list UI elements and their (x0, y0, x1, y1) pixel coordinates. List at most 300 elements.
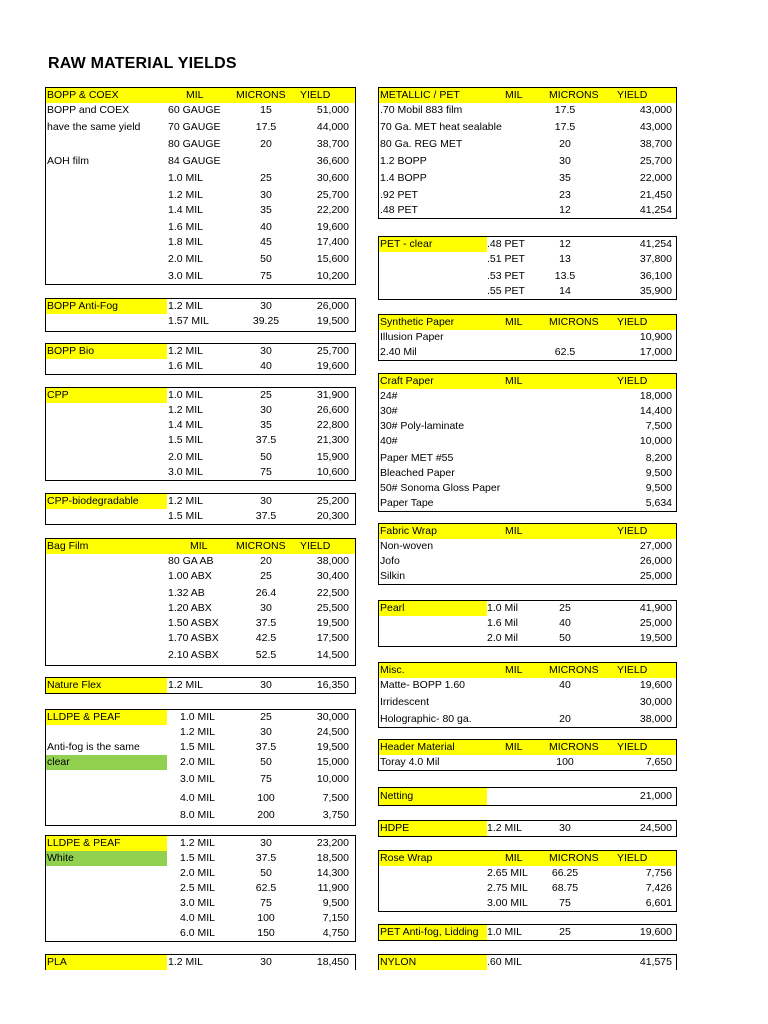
row-label: PET - clear (380, 238, 433, 250)
mil-cell: 6.0 MIL (180, 927, 216, 939)
row-label: PLA (47, 956, 67, 968)
table-row (46, 616, 355, 631)
microns-cell: 25 (260, 172, 272, 184)
lldpe-clear-table (45, 709, 356, 826)
table-row (46, 235, 355, 252)
nature-flex-table (45, 677, 356, 694)
microns-cell: 150 (257, 927, 275, 939)
yield-cell: 10,000 (639, 435, 672, 447)
yield-cell: 38,700 (639, 138, 672, 150)
yield-cell: 10,000 (316, 773, 349, 785)
mil-cell: 1.00 ABX (168, 570, 212, 582)
section-label: Craft Paper (380, 375, 434, 387)
yield-header: YIELD (300, 540, 331, 552)
yield-cell: 19,600 (639, 926, 672, 938)
yield-cell: 36,100 (639, 270, 672, 282)
yield-cell: 7,756 (645, 867, 672, 879)
table-row (379, 881, 676, 896)
microns-cell: 15 (260, 104, 272, 116)
row-label: BOPP Bio (47, 345, 95, 357)
microns-header: MICRONS (549, 664, 599, 676)
microns-cell: 75 (260, 270, 272, 282)
yield-cell: 30,000 (316, 711, 349, 723)
microns-cell: 37.5 (255, 617, 277, 629)
yield-cell: 26,600 (316, 404, 349, 416)
table-row (46, 926, 355, 941)
yield-cell: 23,200 (316, 837, 349, 849)
mil-cell: 3.0 MIL (168, 466, 204, 478)
yield-cell: 25,500 (316, 602, 349, 614)
microns-cell: 50 (260, 451, 272, 463)
row-label: Illusion Paper (380, 331, 444, 343)
microns-cell: 25 (559, 926, 571, 938)
microns-cell: 50 (260, 756, 272, 768)
table-row (46, 725, 355, 740)
microns-cell: 25 (260, 389, 272, 401)
microns-cell: 26.4 (255, 587, 277, 599)
yield-cell: 30,000 (639, 696, 672, 708)
microns-cell: 17.5 (554, 104, 576, 116)
microns-cell: 20 (260, 138, 272, 150)
table-row (46, 450, 355, 465)
row-label: 50# Sonoma Gloss Paper (380, 482, 501, 494)
yield-cell: 3,750 (322, 809, 349, 821)
microns-cell: 62.5 (255, 882, 277, 894)
yield-cell: 18,450 (316, 956, 349, 968)
table-row (379, 539, 676, 554)
microns-cell: 39.25 (252, 315, 280, 327)
table-row (379, 137, 676, 154)
pla-table (45, 954, 356, 970)
microns-header: MICRONS (549, 316, 599, 328)
mil-header: MIL (505, 89, 523, 101)
nylon-table (378, 954, 677, 970)
yield-cell: 15,900 (316, 451, 349, 463)
mil-cell: 1.70 ASBX (168, 632, 219, 644)
table-row (379, 284, 676, 299)
mil-cell: 1.0 MIL (180, 711, 216, 723)
mil-cell: 1.2 MIL (180, 837, 216, 849)
microns-cell: 68.75 (551, 882, 579, 894)
table-row (46, 554, 355, 569)
microns-cell: 14 (559, 285, 571, 297)
table-row (46, 911, 355, 926)
row-label: Anti-fog is the same (47, 741, 140, 753)
microns-cell: 30 (260, 679, 272, 691)
microns-cell: 35 (559, 172, 571, 184)
table-row (46, 954, 355, 970)
yield-header: YIELD (617, 525, 648, 537)
yield-cell: 24,500 (639, 822, 672, 834)
mil-cell: 1.0 Mil (487, 602, 518, 614)
mil-cell: 1.5 MIL (168, 434, 204, 446)
yield-cell: 38,000 (316, 555, 349, 567)
cpp-biodegradable-table (45, 493, 356, 525)
yield-cell: 10,900 (639, 331, 672, 343)
bag-film-table (45, 538, 356, 666)
yield-cell: 19,500 (316, 741, 349, 753)
mil-cell: 2.0 MIL (168, 451, 204, 463)
microns-cell: 50 (260, 867, 272, 879)
yield-cell: 19,500 (639, 632, 672, 644)
microns-cell: 40 (260, 360, 272, 372)
yield-cell: 26,000 (316, 300, 349, 312)
table-row (379, 103, 676, 120)
mil-cell: 1.2 MIL (168, 495, 204, 507)
yield-cell: 8,200 (645, 452, 672, 464)
yield-cell: 25,000 (639, 570, 672, 582)
yield-cell: 17,400 (316, 236, 349, 248)
mil-cell: 1.32 AB (168, 587, 205, 599)
table-row (46, 154, 355, 171)
table-row (46, 631, 355, 648)
mil-cell: 1.2 MIL (180, 726, 216, 738)
row-label: .92 PET (380, 189, 418, 201)
mil-header: MIL (505, 316, 523, 328)
mil-cell: 2.10 ASBX (168, 649, 219, 661)
yield-cell: 38,700 (316, 138, 349, 150)
yield-cell: 41,900 (639, 602, 672, 614)
table-row (46, 120, 355, 137)
microns-cell: 37.5 (255, 434, 277, 446)
row-label: Holographic- 80 ga. (380, 713, 472, 725)
yield-cell: 38,000 (639, 713, 672, 725)
page-title: RAW MATERIAL YIELDS (48, 55, 237, 72)
microns-cell: 30 (260, 404, 272, 416)
microns-cell: 100 (257, 792, 275, 804)
mil-cell: 1.20 ABX (168, 602, 212, 614)
microns-cell: 17.5 (255, 121, 277, 133)
microns-header: MICRONS (549, 89, 599, 101)
mil-header: MIL (186, 89, 204, 101)
yield-cell: 11,900 (317, 882, 349, 894)
microns-cell: 200 (257, 809, 275, 821)
table-row (379, 345, 676, 360)
mil-cell: 3.0 MIL (180, 897, 216, 909)
row-label: Paper MET #55 (380, 452, 454, 464)
row-label: have the same yield (47, 121, 141, 133)
yield-cell: 15,000 (316, 756, 349, 768)
table-row (379, 466, 676, 481)
yield-cell: 7,500 (322, 792, 349, 804)
row-label: BOPP Anti-Fog (47, 300, 119, 312)
mil-cell: 60 GAUGE (168, 104, 221, 116)
mil-cell: .51 PET (487, 253, 525, 265)
misc-table (378, 662, 677, 728)
yield-cell: 10,600 (316, 466, 349, 478)
table-row (379, 554, 676, 569)
microns-cell: 37.5 (255, 510, 277, 522)
yield-cell: 9,500 (645, 467, 672, 479)
microns-cell: 100 (556, 756, 574, 768)
yield-cell: 14,300 (316, 867, 349, 879)
microns-cell: 30 (260, 300, 272, 312)
yield-cell: 19,600 (639, 679, 672, 691)
microns-cell: 30 (260, 345, 272, 357)
table-row (46, 586, 355, 601)
microns-cell: 35 (260, 419, 272, 431)
yield-cell: 25,700 (316, 189, 349, 201)
table-row (46, 298, 355, 314)
yield-cell: 22,000 (639, 172, 672, 184)
row-label: Bleached Paper (380, 467, 455, 479)
microns-cell: 30 (260, 726, 272, 738)
mil-cell: 2.0 MIL (180, 867, 216, 879)
mil-cell: 8.0 MIL (180, 809, 216, 821)
microns-cell: 30 (260, 602, 272, 614)
yield-cell: 25,000 (639, 617, 672, 629)
table-row (46, 709, 355, 725)
yield-cell: 10,200 (316, 270, 349, 282)
microns-cell: 50 (559, 632, 571, 644)
table-row (379, 866, 676, 881)
table-row (379, 481, 676, 496)
header-material-table (378, 739, 677, 771)
yield-cell: 7,426 (645, 882, 672, 894)
table-row (379, 569, 676, 584)
table-row (46, 418, 355, 433)
mil-cell: 1.57 MIL (168, 315, 209, 327)
mil-cell: 1.2 MIL (168, 300, 204, 312)
row-label: Pearl (380, 602, 405, 614)
microns-cell: 25 (559, 602, 571, 614)
row-label: Jofo (380, 555, 400, 567)
mil-header: MIL (190, 540, 208, 552)
microns-cell: 100 (257, 912, 275, 924)
mil-header: MIL (505, 852, 523, 864)
yield-cell: 22,500 (316, 587, 349, 599)
row-label: 80 Ga. REG MET (380, 138, 463, 150)
table-row (379, 434, 676, 451)
table-row (46, 881, 355, 896)
mil-cell: .48 PET (487, 238, 525, 250)
yield-cell: 6,601 (645, 897, 672, 909)
mil-header: MIL (505, 741, 523, 753)
yield-cell: 36,600 (316, 155, 349, 167)
mil-cell: 1.2 MIL (487, 822, 523, 834)
section-label: BOPP & COEX (47, 89, 119, 101)
mil-cell: 2.75 MIL (487, 882, 528, 894)
yield-cell: 22,200 (316, 204, 349, 216)
mil-cell: 1.6 Mil (487, 617, 518, 629)
microns-cell: 25 (260, 711, 272, 723)
microns-cell: 30 (260, 837, 272, 849)
table-row (46, 359, 355, 374)
yield-cell: 7,650 (645, 756, 672, 768)
table-row (379, 954, 676, 970)
yield-cell: 19,600 (316, 360, 349, 372)
table-row (379, 896, 676, 911)
mil-cell: 1.5 MIL (180, 741, 216, 753)
mil-cell: 1.2 MIL (168, 956, 204, 968)
table-row (46, 866, 355, 881)
microns-cell: 20 (559, 713, 571, 725)
microns-cell: 30 (260, 189, 272, 201)
table-row (379, 616, 676, 631)
row-label: 30# (380, 405, 398, 417)
table-row (379, 631, 676, 646)
row-label: 1.4 BOPP (380, 172, 427, 184)
microns-header: MICRONS (549, 741, 599, 753)
mil-cell: 1.2 MIL (168, 189, 204, 201)
table-row (46, 403, 355, 418)
table-row (46, 569, 355, 586)
pet-antifog-table (378, 924, 677, 941)
hdpe-table (378, 820, 677, 837)
microns-cell: 50 (260, 253, 272, 265)
yield-cell: 41,254 (639, 238, 672, 250)
yield-cell: 9,500 (322, 897, 349, 909)
yield-cell: 41,575 (639, 956, 672, 968)
mil-cell: .53 PET (487, 270, 525, 282)
microns-cell: 52.5 (255, 649, 277, 661)
row-label: NYLON (380, 956, 417, 968)
row-label: LLDPE & PEAF (47, 711, 121, 723)
table-row (46, 755, 355, 772)
table-row (379, 712, 676, 727)
yield-cell: 27,000 (639, 540, 672, 552)
mil-cell: 1.5 MIL (168, 510, 204, 522)
yield-header: YIELD (617, 852, 648, 864)
yield-cell: 21,300 (316, 434, 349, 446)
yield-header: YIELD (617, 741, 648, 753)
yield-cell: 43,000 (639, 104, 672, 116)
table-row (379, 695, 676, 712)
yield-cell: 19,600 (316, 221, 349, 233)
rose-wrap-table (378, 850, 677, 912)
mil-cell: 1.5 MIL (180, 852, 216, 864)
row-label: .70 Mobil 883 film (380, 104, 463, 116)
microns-cell: 35 (260, 204, 272, 216)
yield-cell: 31,900 (316, 389, 349, 401)
yield-cell: 25,200 (316, 495, 349, 507)
metallic-pet-table (378, 87, 677, 219)
table-row (379, 236, 676, 252)
synthetic-paper-table (378, 314, 677, 361)
yield-cell: 30,400 (316, 570, 349, 582)
microns-cell: 75 (260, 466, 272, 478)
mil-cell: 80 GAUGE (168, 138, 221, 150)
table-row (379, 678, 676, 695)
table-row (379, 330, 676, 345)
table-row (379, 203, 676, 218)
table-row (379, 404, 676, 419)
mil-cell: 80 GA AB (168, 555, 214, 567)
microns-cell: 13 (559, 253, 571, 265)
yield-cell: 17,500 (316, 632, 349, 644)
microns-cell: 40 (559, 617, 571, 629)
table-row (46, 740, 355, 755)
microns-header: MICRONS (236, 540, 286, 552)
microns-cell: 37.5 (255, 852, 277, 864)
section-label: Misc. (380, 664, 405, 676)
row-label: CPP (47, 389, 69, 401)
table-row (46, 269, 355, 284)
pearl-table (378, 600, 677, 647)
mil-cell: 1.2 MIL (168, 345, 204, 357)
yield-header: YIELD (617, 89, 648, 101)
microns-cell: 37.5 (255, 741, 277, 753)
pet-clear-table (378, 236, 677, 300)
yield-cell: 5,634 (645, 497, 672, 509)
microns-cell: 25 (260, 570, 272, 582)
row-label: 70 Ga. MET heat sealable (380, 121, 502, 133)
yield-header: YIELD (300, 89, 331, 101)
yield-cell: 41,254 (639, 204, 672, 216)
yield-cell: 14,400 (639, 405, 672, 417)
row-label: AOH film (47, 155, 89, 167)
table-row (46, 343, 355, 359)
table-row (46, 220, 355, 235)
table-row (46, 433, 355, 450)
yield-cell: 43,000 (639, 121, 672, 133)
mil-header: MIL (505, 525, 523, 537)
table-row (46, 314, 355, 331)
table-row (46, 465, 355, 480)
table-row (46, 171, 355, 188)
yield-header: YIELD (617, 316, 648, 328)
table-row (379, 188, 676, 203)
yield-cell: 15,600 (316, 253, 349, 265)
yield-cell: 25,700 (316, 345, 349, 357)
row-label: 1.2 BOPP (380, 155, 427, 167)
yield-cell: 19,500 (316, 315, 349, 327)
table-row (379, 419, 676, 434)
microns-cell: 30 (260, 495, 272, 507)
table-row (379, 787, 676, 805)
row-label: CPP-biodegradable (47, 495, 139, 507)
table-row (379, 924, 676, 940)
table-row (46, 103, 355, 120)
mil-cell: 1.0 MIL (168, 389, 204, 401)
row-label: Paper Tape (380, 497, 434, 509)
table-row (46, 252, 355, 269)
mil-cell: 84 GAUGE (168, 155, 221, 167)
yield-cell: 24,500 (316, 726, 349, 738)
table-row (46, 137, 355, 154)
yield-cell: 35,900 (639, 285, 672, 297)
row-label: HDPE (380, 822, 410, 834)
section-label: Fabric Wrap (380, 525, 437, 537)
table-row (46, 493, 355, 509)
yield-cell: 4,750 (322, 927, 349, 939)
yield-cell: 9,500 (645, 482, 672, 494)
table-row (46, 896, 355, 911)
mil-cell: 2.0 MIL (168, 253, 204, 265)
yield-cell: 19,500 (316, 617, 349, 629)
mil-cell: 2.0 MIL (180, 756, 216, 768)
table-row (46, 648, 355, 665)
microns-cell: 30 (260, 956, 272, 968)
table-row (379, 600, 676, 616)
table-row (379, 171, 676, 188)
table-row (379, 755, 676, 770)
microns-cell: 66.25 (551, 867, 579, 879)
yield-cell: 21,450 (639, 189, 672, 201)
row-label: 2.40 Mil (380, 346, 417, 358)
mil-cell: .60 MIL (487, 956, 523, 968)
table-row (46, 791, 355, 808)
bopp-bio-table (45, 343, 356, 375)
mil-cell: 2.0 Mil (487, 632, 518, 644)
yield-cell: 21,000 (639, 790, 672, 802)
microns-cell: 20 (559, 138, 571, 150)
mil-cell: 1.4 MIL (168, 204, 204, 216)
table-row (379, 269, 676, 284)
mil-cell: 4.0 MIL (180, 912, 216, 924)
table-row (46, 601, 355, 616)
section-label: METALLIC / PET (380, 89, 460, 101)
